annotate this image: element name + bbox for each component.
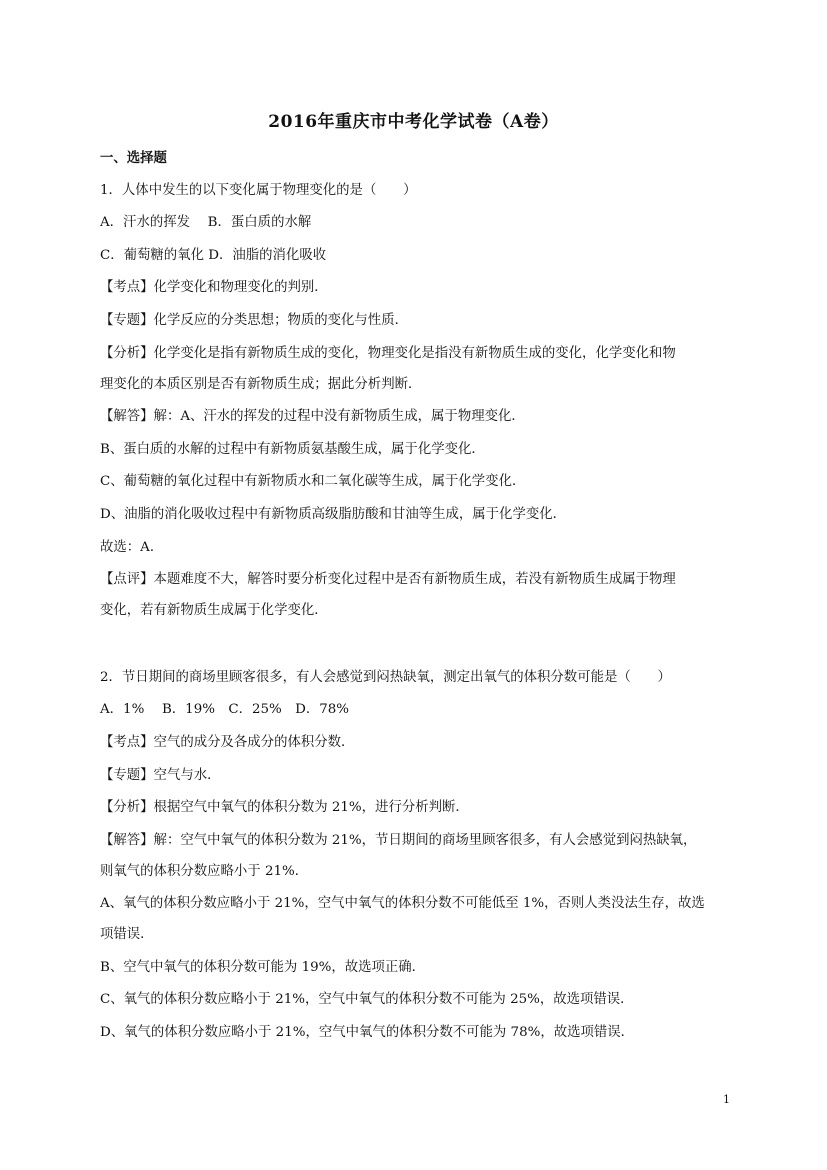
question-1-jieda-line3: C、葡萄糖的氧化过程中有新物质水和二氧化碳等生成，属于化学变化． (100, 474, 526, 490)
question-1-fenxi-line2: 理变化的本质区别是否有新物质生成；据此分析判断． (100, 376, 422, 392)
question-1-zhuanti: 【专题】化学反应的分类思想；物质的变化与性质． (100, 312, 408, 328)
question-1-kaodian: 【考点】化学变化和物理变化的判别． (100, 280, 328, 296)
document-body (100, 148, 730, 1056)
question-2-zhuanti: 【专题】空气与水． (100, 767, 221, 783)
question-2-stem: 2．节日期间的商场里顾客很多，有人会感觉到闷热缺氧，测定出氧气的体积分数可能是（ ） (100, 669, 671, 685)
question-1-dianping-line1: 【点评】本题难度不大，解答时要分析变化过程中是否有新物质生成，若没有新物质生成属于物理 (100, 572, 676, 588)
question-2-kaodian: 【考点】空气的成分及各成分的体积分数． (100, 734, 355, 750)
question-1-stem: 1．人体中发生的以下变化属于物理变化的是（ ） (100, 182, 417, 198)
question-2-jieda-line6: C、氧气的体积分数应略小于 21%，空气中氧气的体积分数不可能为 25%，故选项错误． (100, 992, 634, 1008)
document-title: 2016年重庆市中考化学试卷（A卷） (268, 112, 559, 132)
question-1-fenxi-line1: 【分析】化学变化是指有新物质生成的变化，物理变化是指没有新物质生成的变化，化学变化和物 (100, 345, 676, 361)
question-2-fenxi: 【分析】根据空气中氧气的体积分数为 21%，进行分析判断． (100, 800, 469, 816)
question-1-answer: 故选：A． (100, 539, 164, 555)
question-2-jieda-line1: 【解答】解：空气中氧气的体积分数为 21%，节日期间的商场里顾客很多，有人会感觉到闷热缺氧， (100, 832, 697, 848)
section-heading: 一、选择题 (100, 150, 167, 166)
question-1-dianping-line2: 变化，若有新物质生成属于化学变化． (100, 603, 328, 619)
question-spacer (100, 634, 730, 668)
question-1-jieda-line4: D、油脂的消化吸收过程中有新物质高级脂肪酸和甘油等生成，属于化学变化． (100, 506, 567, 522)
question-2-jieda-line3: A、氧气的体积分数应略小于 21%，空气中氧气的体积分数不可能低至 1%，否则人类没法生存，故选 (100, 896, 705, 912)
question-2-jieda-line4: 项错误． (100, 927, 154, 943)
question-2-jieda-line2: 则氧气的体积分数应略小于 21%． (100, 863, 309, 879)
question-1-options-cd: C．葡萄糖的氧化 D．油脂的消化吸收 (100, 247, 327, 263)
question-1-jieda-line2: B、蛋白质的水解的过程中有新物质氨基酸生成，属于化学变化． (100, 441, 485, 457)
page-number: 1 (723, 1093, 730, 1106)
question-2-jieda-line7: D、氧气的体积分数应略小于 21%，空气中氧气的体积分数不可能为 78%，故选项错误． (100, 1025, 635, 1041)
question-1-jieda-line1: 【解答】解：A、汗水的挥发的过程中没有新物质生成，属于物理变化． (100, 409, 525, 425)
question-2-options: A．1% B．19% C．25% D．78% (100, 702, 350, 718)
question-2-jieda-line5: B、空气中氧气的体积分数可能为 19%，故选项正确． (100, 959, 426, 975)
question-1-options-ab: A．汗水的挥发 B．蛋白质的水解 (100, 215, 312, 231)
